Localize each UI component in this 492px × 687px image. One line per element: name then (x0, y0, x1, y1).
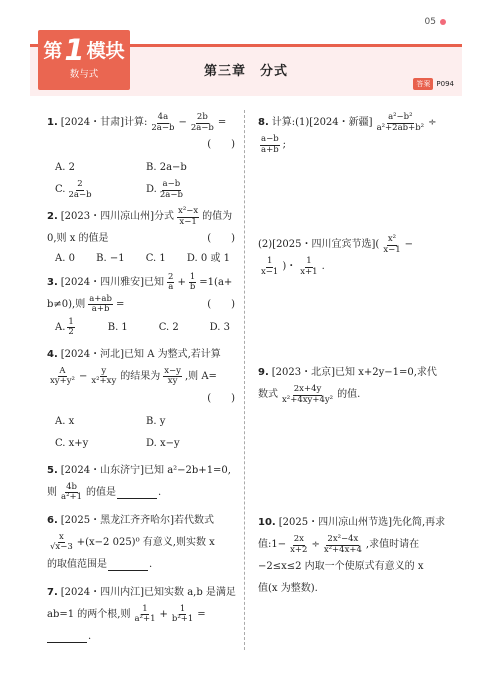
option-c: C. $\frac{2}{2a-b}$ (55, 179, 92, 200)
option-c: C. 2 (158, 321, 179, 333)
option-a: A. $\frac{1}{2}$ (55, 316, 74, 337)
option-d: D. 0 或 1 (186, 253, 230, 264)
answer-reference: 答案 P094 (413, 78, 454, 90)
question-5: 5. [2024・山东济宁]已知 a²−2b+1=0, 则 $\frac{4b}{\text{a²+1}}$ 的值是 . (47, 464, 231, 502)
left-column (47, 112, 237, 654)
question-2: 2. [2023・四川凉山州]分式 $\frac{\text{x²−x}}{x-1}$ 的值为 0,则 x 的值是 ( ) A. 0 B. −1 C. 1 D. 0 或 1 (47, 206, 235, 264)
option-c: C. x+y (55, 437, 89, 449)
option-b: B. 1 (107, 321, 128, 333)
question-7: 7. [2024・四川内江]已知实数 a,b 是满足 ab=1 的两个根,则 $\frac{1}{\text{a²+1}}$ + $\frac{1}{\text{b²+1}}$ = . (47, 586, 236, 642)
answer-paren: ( ) (207, 139, 235, 151)
option-a: A. 2 (55, 162, 75, 174)
chapter-title: 第三章 分式 (203, 64, 288, 79)
module-badge: 第 1 模块 数与式 (38, 30, 130, 90)
option-d: D. 3 (209, 321, 230, 333)
page-number: 05 (424, 17, 436, 27)
question-1: 1. [2024・甘肃]计算: $\frac{4a}{2a-b}$ − $\frac{2b}{2a-b}$ = ( ) A. 2 B. 2a−b C. $\frac{2}{2a-b}$ D. $\frac{a-b}{2a-b}$ (47, 112, 235, 200)
option-a: A. x (55, 415, 75, 427)
option-c: C. 1 (145, 253, 166, 264)
question-3: 3. [2024・四川雅安]已知 $\frac{2}{a}$ + $\frac{1}{b}$ =1(a+ b≠0),则 $\frac{a+ab}{a+b}$ = ( ) A. $\frac{1}{2}$ B. 1 C. 2 D. 3 (47, 271, 235, 337)
answer-blank[interactable] (108, 559, 148, 571)
option-a: A. 0 (55, 253, 75, 264)
question-8: 8. 计算:(1)[2024・新疆] $\frac{\text{a²−b²}}{\text{a²+2ab+b²}}$ ÷ $\frac{a-b}{a+b}$ ; (2)[2025・四川宜宾节选]( $\frac{\text{x²}}{x-1}$ − $\frac{1}{x-1}$ )・ $\frac{1}{x+1}$ . (258, 112, 437, 277)
question-4: 4. [2024・河北]已知 A 为整式,若计算 $\frac{A}{\text{xy+y²}}$ − $\frac{y}{\text{x²+xy}}$ 的结果为 $\frac{x-y}{xy}$ ,则 A= ( ) A. x B. y C. x+y D. x−y (47, 344, 237, 454)
column-divider (244, 110, 245, 650)
answer-blank[interactable] (47, 631, 87, 643)
answer-blank[interactable] (117, 487, 157, 499)
option-d: D. $\frac{a-b}{2a-b}$ (146, 179, 183, 200)
question-10: 10. [2025・四川凉山州节选]先化简,再求 值:1− $\frac{2x}{x+2}$ ÷ $\frac{\text{2x²−4x}}{\text{x²+4x+4}}$ ,求值时请在 −2≤x≤2 内取一个使原式有意义的 x 值(x 为整数). (258, 517, 446, 595)
question-9: 9. [2023・北京]已知 x+2y−1=0,求代 数式 $\frac{2x+4y}{\text{x²+4xy+4y²}}$ 的值. (258, 367, 437, 405)
option-b: B. 2a−b (146, 162, 187, 174)
page-dot-decoration (440, 19, 446, 25)
question-6: 6. [2025・黑龙江齐齐哈尔]若代数式 $\frac{x}{√x-3}$ +(x−2 025)⁰ 有意义,则实数 x 的取值范围是 . (47, 514, 215, 570)
option-d: D. x−y (146, 437, 180, 449)
option-b: B. y (146, 415, 166, 427)
module-subtitle: 数与式 (69, 69, 99, 80)
option-b: B. −1 (96, 253, 125, 264)
right-column (258, 112, 448, 606)
